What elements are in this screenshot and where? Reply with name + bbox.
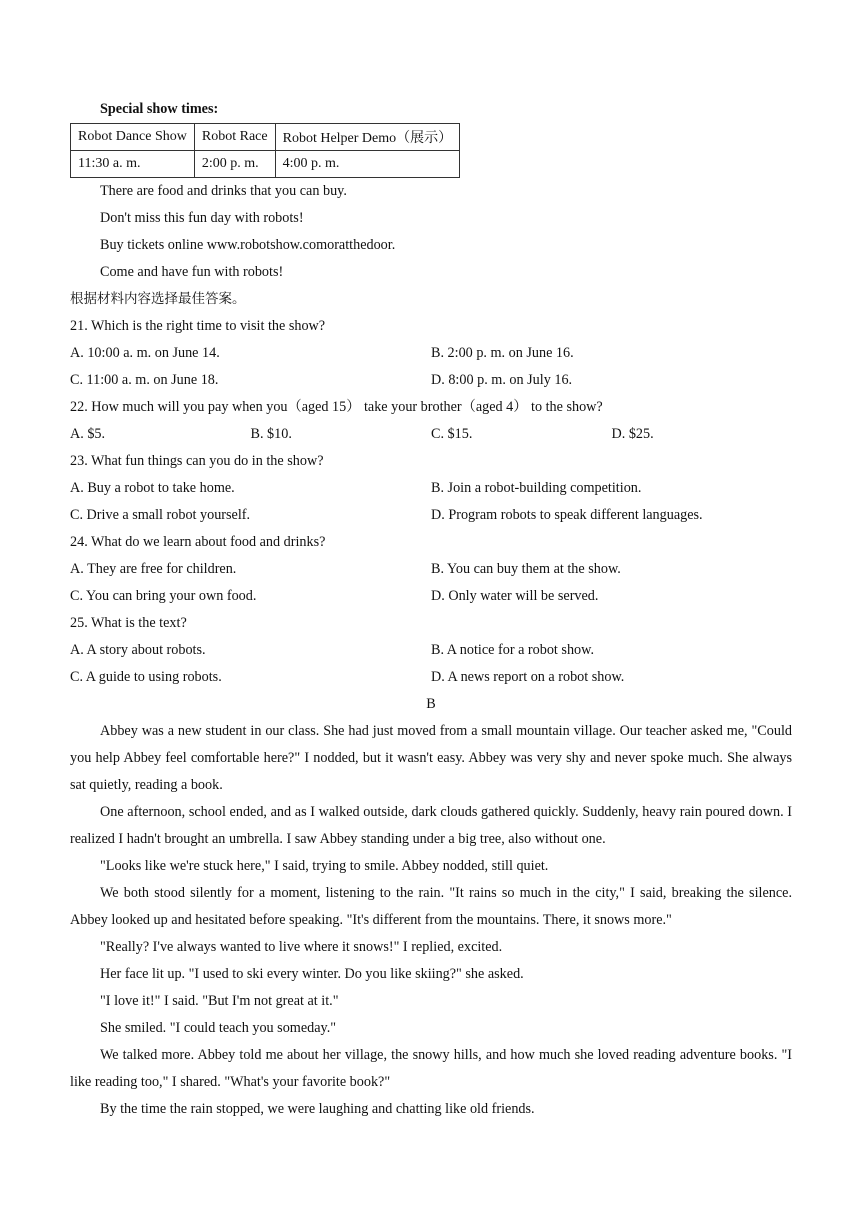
option-a: A. $5. xyxy=(70,426,106,442)
story-paragraph: We both stood silently for a moment, listening to the rain. "It rains so much in the city," I said, breaking the silence. Abbey looked up and hesitated before speaking. "It's different from the mountains. There, it snows more." xyxy=(70,885,792,928)
story-paragraph: One afternoon, school ended, and as I walked outside, dark clouds gathered quickly. Suddenly, heavy rain poured down. I realized I hadn't brought an umbrella. I saw Abbey standing under a big tree, also without one. xyxy=(70,804,792,847)
question-stem: 21. Which is the right time to visit the show? xyxy=(70,318,326,334)
story-paragraph: By the time the rain stopped, we were laughing and chatting like old friends. xyxy=(100,1101,535,1117)
notice-line: There are food and drinks that you can buy. xyxy=(100,183,347,199)
options-row xyxy=(70,502,792,529)
option-d: D. 8:00 p. m. on July 16. xyxy=(431,372,573,388)
notice-line: Don't miss this fun day with robots! xyxy=(100,210,304,226)
special-show-times-heading: Special show times: xyxy=(100,101,219,117)
story-paragraph: She smiled. "I could teach you someday." xyxy=(100,1020,337,1036)
question-stem: 24. What do we learn about food and drinks? xyxy=(70,534,326,550)
option-b: B. A notice for a robot show. xyxy=(431,642,595,658)
option-c: C. 11:00 a. m. on June 18. xyxy=(70,372,219,388)
story-paragraph: "Really? I've always wanted to live where it snows!" I replied, excited. xyxy=(100,939,503,955)
table-cell-time: 2:00 p. m. xyxy=(194,151,275,178)
table-cell-show-name: Robot Dance Show xyxy=(71,124,195,151)
instruction-text: 根据材料内容选择最佳答案。 xyxy=(70,291,246,307)
option-c: C. $15. xyxy=(431,426,473,442)
table-cell-show-name: Robot Helper Demo（展示） xyxy=(275,124,460,151)
notice-line: Buy tickets online www.robotshow.comoratthedoor. xyxy=(100,237,396,253)
story-paragraph: We talked more. Abbey told me about her village, the snowy hills, and how much she loved reading adventure books. "I like reading too," I shared. "What's your favorite book?" xyxy=(70,1047,792,1090)
option-b: B. 2:00 p. m. on June 16. xyxy=(431,345,574,361)
table-cell-time: 11:30 a. m. xyxy=(71,151,195,178)
notice-line: Come and have fun with robots! xyxy=(100,264,284,280)
option-b: B. Join a robot-building competition. xyxy=(431,480,642,496)
story-paragraph: "Looks like we're stuck here," I said, trying to smile. Abbey nodded, still quiet. xyxy=(100,858,549,874)
section-b-label: B xyxy=(426,696,436,712)
option-d: D. A news report on a robot show. xyxy=(431,669,625,685)
story-paragraph: Her face lit up. "I used to ski every winter. Do you like skiing?" she asked. xyxy=(100,966,524,982)
options-row xyxy=(70,583,792,610)
options-row xyxy=(70,421,792,448)
option-b: B. You can buy them at the show. xyxy=(431,561,621,577)
options-row xyxy=(70,637,792,664)
options-row xyxy=(70,556,792,583)
show-times-table xyxy=(70,123,460,178)
question-stem: 25. What is the text? xyxy=(70,615,187,631)
option-c: C. Drive a small robot yourself. xyxy=(70,507,251,523)
table-row xyxy=(71,124,460,151)
options-row xyxy=(70,367,792,394)
options-row xyxy=(70,340,792,367)
option-b: B. $10. xyxy=(250,426,292,442)
table-cell-show-name: Robot Race xyxy=(194,124,275,151)
option-a: A. They are free for children. xyxy=(70,561,237,577)
option-d: D. Only water will be served. xyxy=(431,588,599,604)
table-row xyxy=(71,151,460,178)
question-stem: 23. What fun things can you do in the show? xyxy=(70,453,324,469)
options-row xyxy=(70,664,792,691)
option-d: D. $25. xyxy=(611,426,654,442)
option-c: C. You can bring your own food. xyxy=(70,588,257,604)
story-paragraph: Abbey was a new student in our class. She had just moved from a small mountain village. Our teacher asked me, "Could you help Abbey feel comfortable here?" I nodded, but it wasn't easy. Abbey was very shy and never spoke much. She always sat quietly, reading a book. xyxy=(70,723,792,793)
exam-page xyxy=(70,96,792,1123)
option-a: A. 10:00 a. m. on June 14. xyxy=(70,345,220,361)
table-cell-time: 4:00 p. m. xyxy=(275,151,460,178)
story-paragraph: "I love it!" I said. "But I'm not great at it." xyxy=(100,993,339,1009)
question-stem: 22. How much will you pay when you（aged 15） take your brother（aged 4） to the show? xyxy=(70,399,603,415)
option-d: D. Program robots to speak different languages. xyxy=(431,507,703,523)
options-row xyxy=(70,475,792,502)
option-a: A. Buy a robot to take home. xyxy=(70,480,235,496)
option-c: C. A guide to using robots. xyxy=(70,669,222,685)
option-a: A. A story about robots. xyxy=(70,642,206,658)
